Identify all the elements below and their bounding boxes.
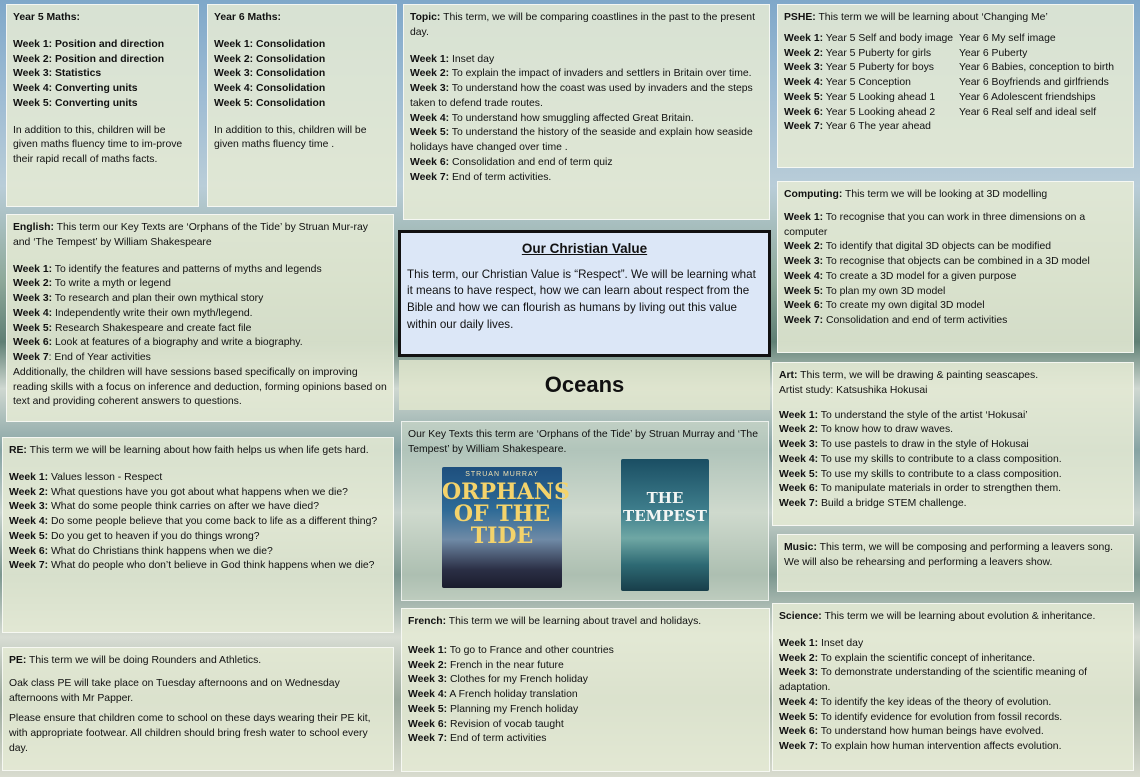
list-item: Week 1: Position and direction xyxy=(13,38,165,50)
oceans-banner: Oceans xyxy=(399,360,770,410)
year5-maths-note: In addition to this, children will be given maths fluency time to im-prove their rapid recall of maths facts. xyxy=(13,124,183,166)
the-tempest-cover xyxy=(621,459,709,591)
computing-intro: Computing: This term we will be looking at 3D modelling xyxy=(784,189,1048,200)
pe-paragraph-1: Oak class PE will take place on Tuesday afternoons and on Wednesday afternoons with Mr Papper. xyxy=(9,677,340,704)
christian-value-title: Our Christian Value xyxy=(521,241,648,256)
list-item: Week 1: Inset day xyxy=(410,53,495,65)
english-note: Additionally, the children will have sessions based specifically on improving reading skills with a focus on inference and deduction, forming opinions based on text and providing coherent answers to questions. xyxy=(13,366,387,408)
list-item: Week 4: Year 5 Conception Year 6 Boyfriends and girlfriends xyxy=(784,77,1109,89)
list-item: Week 1: Year 5 Self and body image Year 6 My self image xyxy=(784,32,1056,44)
book-title: THE TEMPEST xyxy=(623,489,707,525)
list-item: Week 7: End of term activities xyxy=(408,733,547,745)
list-item: Week 2: Position and direction xyxy=(13,53,165,65)
list-item: Week 4: To create a 3D model for a given purpose xyxy=(784,270,1017,282)
year5-maths-title: Year 5 Maths: xyxy=(13,12,80,23)
list-item: Week 3: What do some people think carries on after we have died? xyxy=(9,501,319,513)
list-item: Week 3: Year 5 Puberty for boys Year 6 Babies, conception to birth xyxy=(784,62,1115,74)
list-item: Week 1: Values lesson - Respect xyxy=(9,471,163,483)
list-item: Week 2: Consolidation xyxy=(214,53,326,65)
list-item: Week 4: A French holiday translation xyxy=(408,689,578,701)
list-item: Week 4: Do some people believe that you come back to life as a different thing? xyxy=(9,516,378,528)
christian-value-panel xyxy=(398,230,771,357)
list-item: Week 7: Build a bridge STEM challenge. xyxy=(779,498,967,510)
list-item: Week 6: Look at features of a biography and write a biography. xyxy=(13,337,303,349)
list-item: Week 7: What do people who don’t believe in God think happens when we die? xyxy=(9,560,375,572)
list-item: Week 3: To recognise that objects can be combined in a 3D model xyxy=(784,256,1090,268)
list-item: Week 5: To use my skills to contribute to a class composition. xyxy=(779,468,1062,480)
list-item: Week 3: Consolidation xyxy=(214,68,326,80)
list-item: Week 4: Independently write their own myth/legend. xyxy=(13,307,253,319)
list-item: Week 6: Revision of vocab taught xyxy=(408,718,564,730)
list-item: Week 5: Planning my French holiday xyxy=(408,703,579,715)
art-intro: Art: This term, we will be drawing & painting seascapes. xyxy=(779,370,1039,381)
book-title: ORPHANS OF THE TIDE xyxy=(442,479,570,549)
list-item: Week 2: To know how to draw waves. xyxy=(779,424,954,436)
art-panel xyxy=(772,362,1134,526)
french-intro: French: This term we will be learning about travel and holidays. xyxy=(408,616,702,627)
re-panel xyxy=(2,437,394,633)
list-item: Week 5: Converting units xyxy=(13,97,138,109)
christian-value-text: This term, our Christian Value is “Respect”. We will be learning what it means to have respect, how we can learn about respect from the Bible and how we can flourish as humans by living out this value within our daily lives. xyxy=(407,267,756,331)
music-panel xyxy=(777,534,1134,592)
english-panel xyxy=(6,214,394,422)
pshe-intro: PSHE: This term we will be learning about ‘Changing Me’ xyxy=(784,12,1048,23)
list-item: Week 2: Year 5 Puberty for girls Year 6 Puberty xyxy=(784,47,1028,59)
pshe-panel xyxy=(777,4,1134,168)
list-item: Week 1: To identify the features and patterns of myths and legends xyxy=(13,263,322,275)
pe-intro: PE: This term we will be doing Rounders and Athletics. xyxy=(9,655,262,666)
art-study: Artist study: Katsushika Hokusai xyxy=(779,384,928,396)
list-item: Week 6: To create my own digital 3D model xyxy=(784,300,985,312)
list-item: Week 4: To use my skills to contribute to a class composition. xyxy=(779,453,1062,465)
year6-maths-title: Year 6 Maths: xyxy=(214,12,281,23)
list-item: Week 6: Consolidation and end of term quiz xyxy=(410,156,613,168)
list-item: Week 2: To explain the impact of invaders and settlers in Britain over time. xyxy=(410,68,752,80)
year5-maths-panel xyxy=(6,4,199,207)
list-item: Week 6: To manipulate materials in order to strengthen them. xyxy=(779,483,1062,495)
list-item: Week 3: Statistics xyxy=(13,68,102,80)
pe-paragraph-2: Please ensure that children come to school on these days wearing their PE kit, with appropriate footwear. All children should bring fresh water to school every day. xyxy=(9,713,371,754)
list-item: Week 7: End of Year activities xyxy=(13,352,151,364)
orphans-of-the-tide-cover xyxy=(442,467,570,588)
list-item: Week 7: End of term activities. xyxy=(410,171,552,183)
list-item: Week 1: To recognise that you can work in three dimensions on a computer xyxy=(784,211,1086,238)
list-item: Week 4: To identify the key ideas of the theory of evolution. xyxy=(779,696,1052,708)
year6-maths-panel xyxy=(207,4,397,207)
list-item: Week 5: To plan my own 3D model xyxy=(784,285,946,297)
list-item: Week 6: To understand how human beings have evolved. xyxy=(779,726,1044,738)
list-item: Week 7: Consolidation and end of term activities xyxy=(784,315,1008,327)
topic-panel xyxy=(403,4,770,220)
list-item: Week 2: To explain the scientific concept of inheritance. xyxy=(779,652,1036,664)
list-item: Week 5: To identify evidence for evolution from fossil records. xyxy=(779,711,1063,723)
list-item: Week 2: To write a myth or legend xyxy=(13,278,171,290)
year6-maths-note: In addition to this, children will be given maths fluency time . xyxy=(214,124,367,151)
science-panel xyxy=(772,603,1134,771)
list-item: Week 3: To use pastels to draw in the style of Hokusai xyxy=(779,439,1029,451)
list-item: Week 1: Consolidation xyxy=(214,38,326,50)
list-item: Week 1: Inset day xyxy=(779,637,864,649)
list-item: Week 6: What do Christians think happens when we die? xyxy=(9,545,273,557)
list-item: Week 5: To understand the history of the seaside and explain how seaside holidays have changed over time . xyxy=(410,127,753,154)
list-item: Week 2: What questions have you got about what happens when we die? xyxy=(9,486,348,498)
book-author: STRUAN MURRAY xyxy=(465,471,539,478)
list-item: Week 7: Year 6 The year ahead xyxy=(784,121,931,133)
list-item: Week 5: Do you get to heaven if you do things wrong? xyxy=(9,530,260,542)
list-item: Week 1: To understand the style of the artist ‘Hokusai’ xyxy=(779,409,1028,421)
science-intro: Science: This term we will be learning about evolution & inheritance. xyxy=(779,611,1096,622)
list-item: Week 7: To explain how human intervention affects evolution. xyxy=(779,741,1062,753)
topic-intro: Topic: This term, we will be comparing coastlines in the past to the present day. xyxy=(410,12,755,38)
list-item: Week 2: French in the near future xyxy=(408,659,564,671)
list-item: Week 5: Consolidation xyxy=(214,97,326,109)
computing-panel xyxy=(777,181,1134,353)
list-item: Week 1: To go to France and other countries xyxy=(408,644,614,656)
list-item: Week 5: Year 5 Looking ahead 1 Year 6 Adolescent friendships xyxy=(784,91,1096,103)
list-item: Week 3: To research and plan their own mythical story xyxy=(13,293,264,305)
list-item: Week 4: Converting units xyxy=(13,83,138,95)
list-item: Week 3: Clothes for my French holiday xyxy=(408,674,589,686)
list-item: Week 6: Year 5 Looking ahead 2 Year 6 Real self and ideal self xyxy=(784,106,1097,118)
french-panel xyxy=(401,608,770,772)
key-texts-text: Our Key Texts this term are ‘Orphans of the Tide’ by Struan Murray and ‘The Tempest’ by William Shakespeare. xyxy=(408,429,758,455)
list-item: Week 3: To understand how the coast was used by invaders and the steps taken to defend trade routes. xyxy=(410,83,753,109)
list-item: Week 4: To understand how smuggling affected Great Britain. xyxy=(410,112,694,124)
pe-panel xyxy=(2,647,394,771)
re-intro: RE: This term we will be learning about how faith helps us when life gets hard. xyxy=(9,445,369,456)
list-item: Week 4: Consolidation xyxy=(214,83,326,95)
music-intro: Music: This term, we will be composing and performing a leavers song. We will also be rehearsing and performing a leavers show. xyxy=(784,542,1113,568)
list-item: Week 5: Research Shakespeare and create fact file xyxy=(13,322,252,334)
english-intro: English: This term our Key Texts are ‘Orphans of the Tide’ by Struan Mur-ray and ‘The Tempest’ by William Shakespeare xyxy=(13,222,368,248)
list-item: Week 3: To demonstrate understanding of the scientific meaning of adaptation. xyxy=(779,667,1088,694)
list-item: Week 2: To identify that digital 3D objects can be modified xyxy=(784,241,1052,253)
